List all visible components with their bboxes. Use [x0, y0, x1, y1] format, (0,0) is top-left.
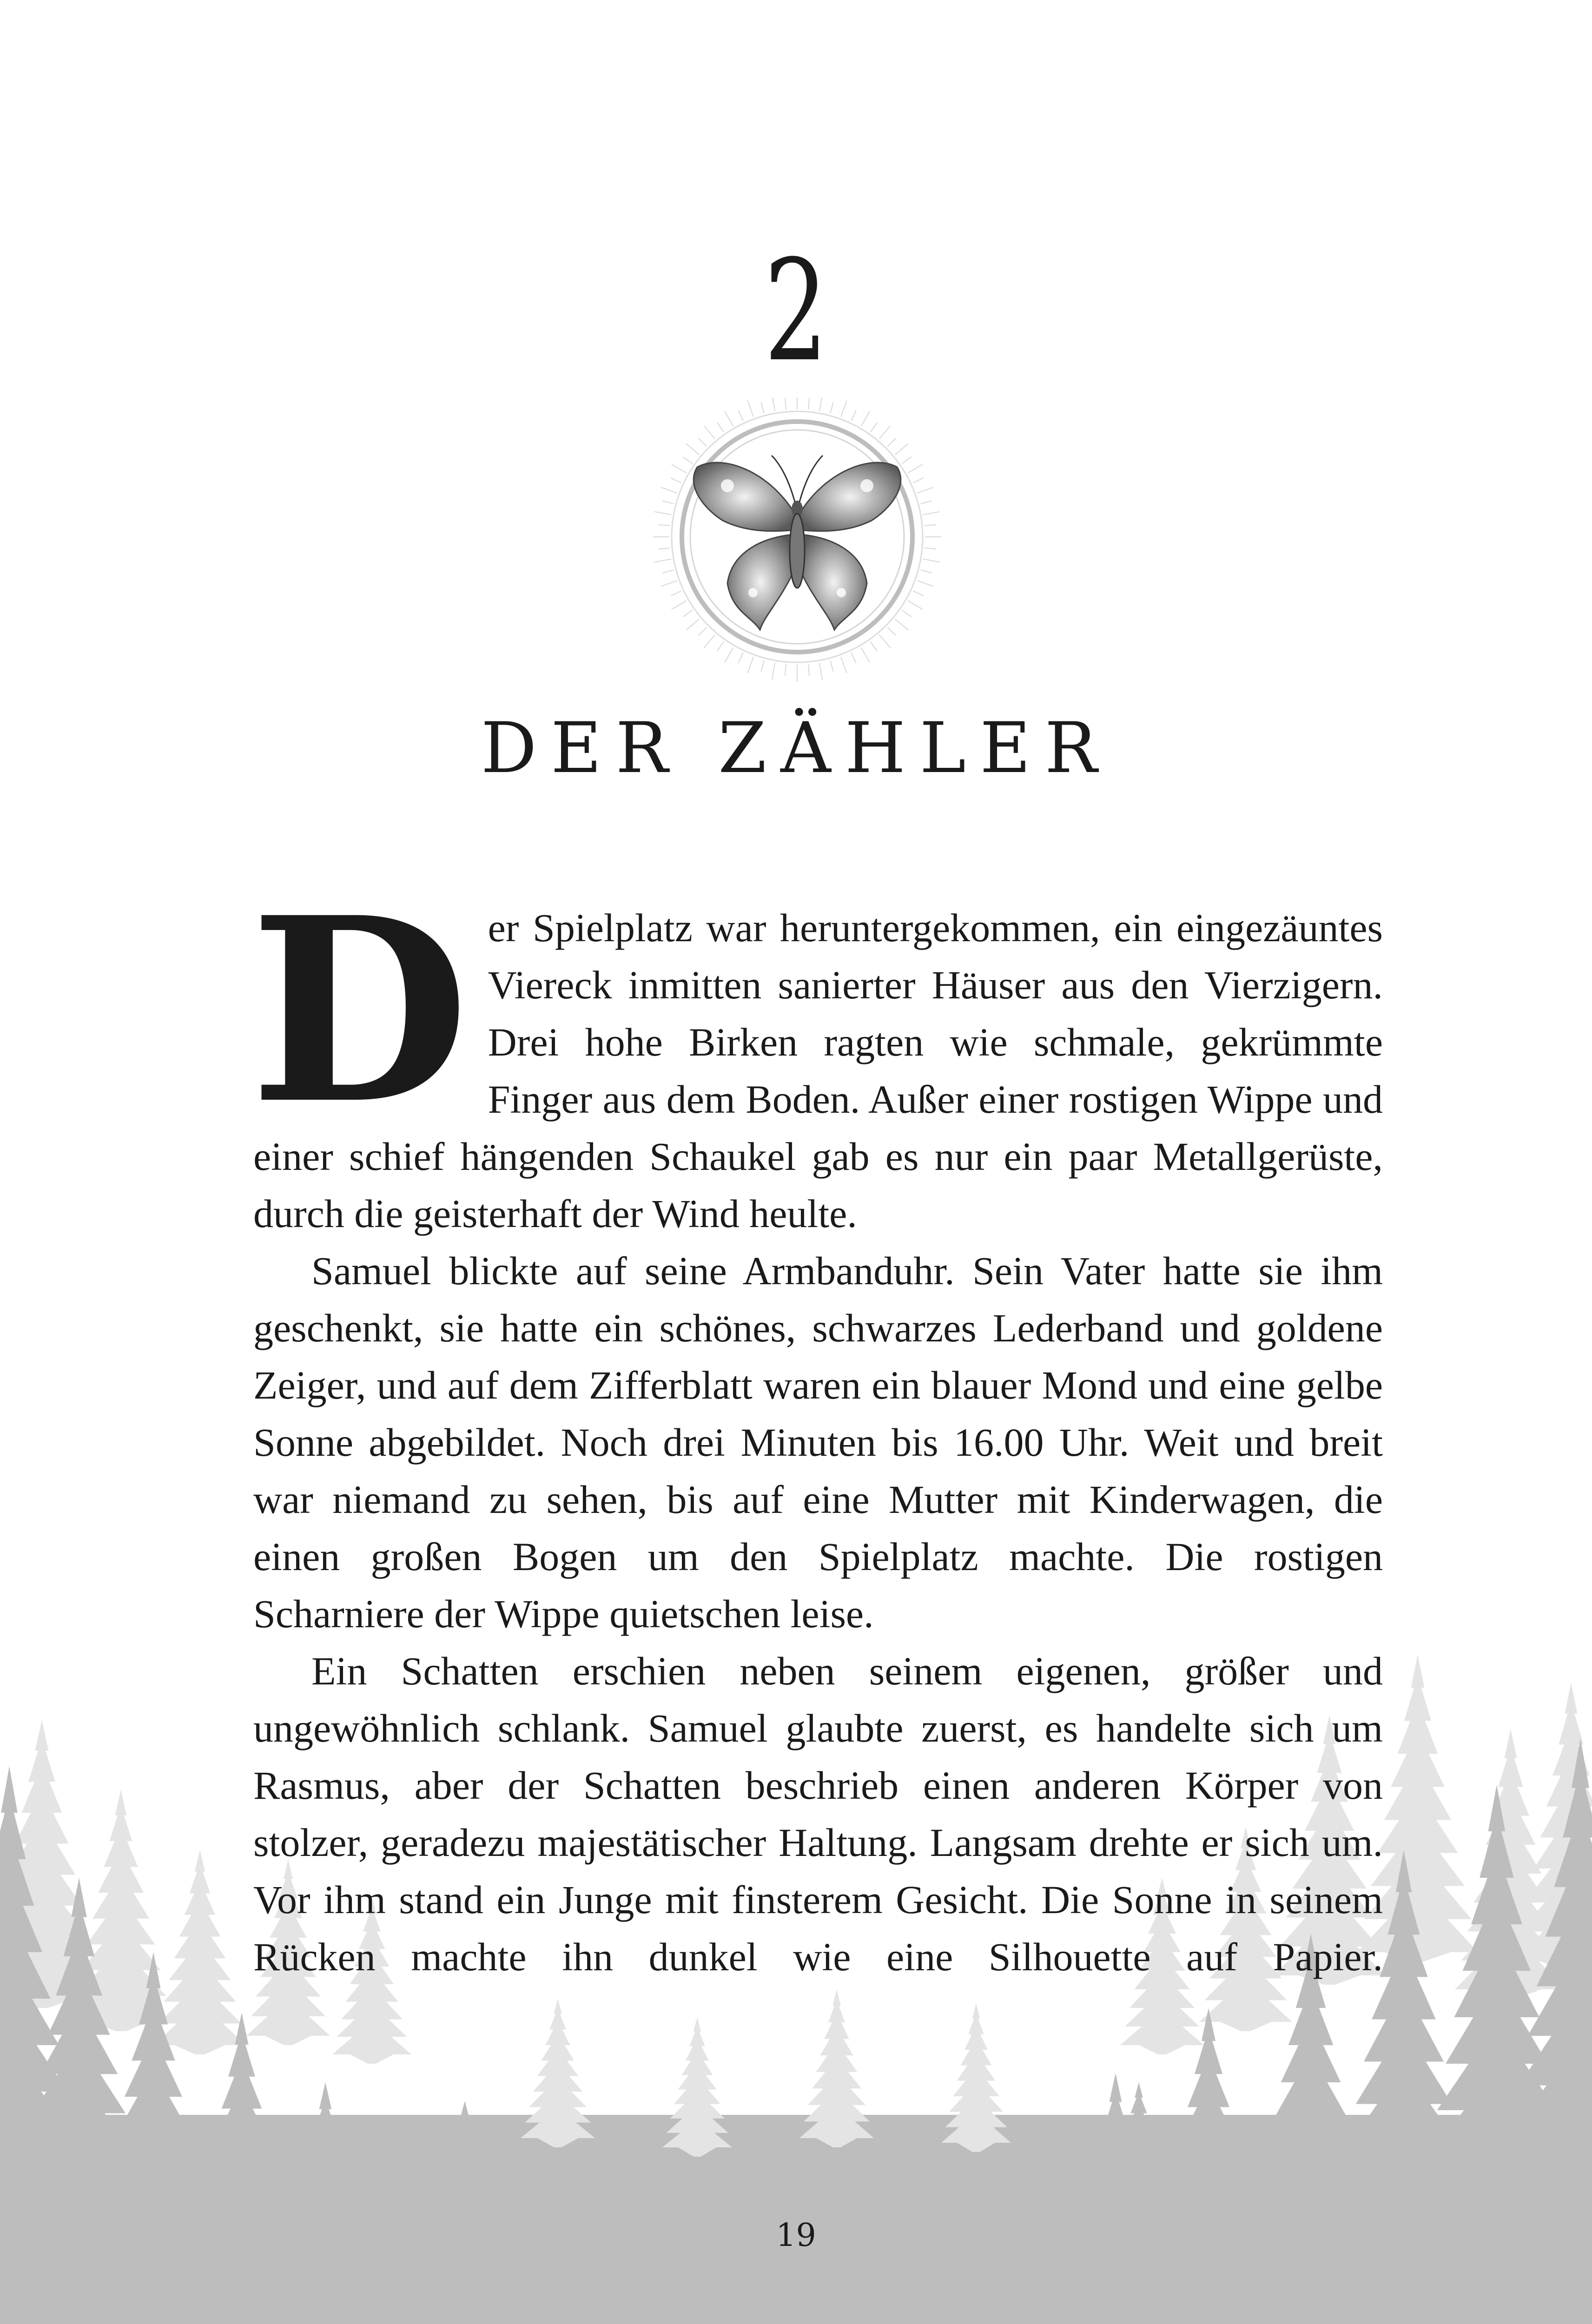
chapter-number: 2 [764, 230, 828, 392]
butterfly-icon [653, 397, 941, 686]
drop-cap: D [250, 862, 469, 1160]
chapter-title: DER ZÄHLER [481, 708, 1111, 789]
paragraph-2: Samuel blickte auf seine Armbanduhr. Sein Vater hatte sie ihm geschenkt, sie hatte ein schönes, schwarzes Lederband und goldene Zeiger, und auf dem Zifferblatt waren ein blauer Mond und eine gelbe Sonne abgebildet. Noch drei Minuten bis 16.00 Uhr. Weit und breit war niemand zu sehen, bis auf eine Mutter mit Kinderwagen, die einen großen Bogen um den Spielplatz machte. Die rostigen Scharniere der Wippe quietschen leise. [253, 1248, 1383, 1636]
chapter-body [250, 862, 1383, 1986]
page-number: 19 [776, 2217, 816, 2254]
paragraph-3: Ein Schatten erschien neben seinem eigenen, größer und ungewöhnlich schlank. Samuel glaubte zuerst, es handelte sich um Rasmus, aber der Schatten beschrieb einen anderen Körper von stolzer, geradezu majestätischer Haltung. Langsam drehte er sich um. Vor ihm stand ein Junge mit finsterem Gesicht. Die Sonne in seinem Rücken machte ihn dunkel wie eine Silhouette auf Papier. [253, 1649, 1383, 1979]
paragraph-1 [250, 862, 1383, 1242]
paragraph-1-text: er Spielplatz war heruntergekommen, ein eingezäuntes Viereck inmitten sanierter Häuser aus den Vierzigern. Drei hohe Birken ragten wie schmale, gekrümmte Finger aus dem Boden. Außer einer rostigen Wippe und einer schief hängenden Schaukel gab es nur ein paar Metallgerüste, durch die geisterhaft der Wind heulte. [253, 905, 1383, 1236]
